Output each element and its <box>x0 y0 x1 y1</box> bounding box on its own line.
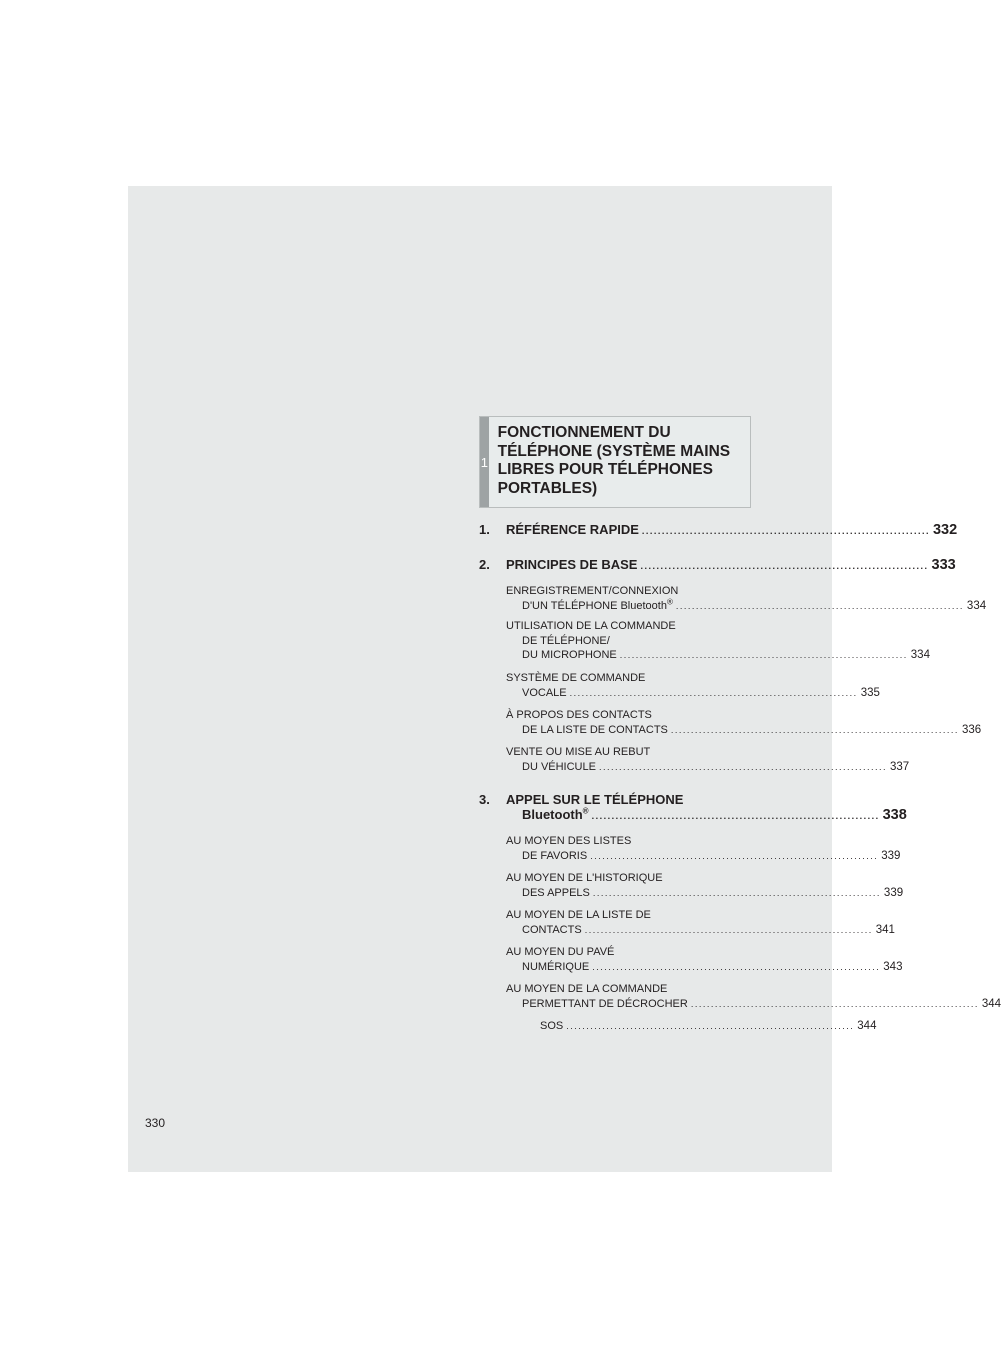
chapter-number: 3. <box>479 792 490 807</box>
chapter-page: 333 <box>931 557 956 573</box>
entry-line: VOCALE <box>522 686 567 699</box>
toc-chapter-1[interactable] <box>479 522 958 538</box>
entry-page: 341 <box>875 923 895 936</box>
leader-dots: ........................................................................ <box>584 924 873 935</box>
entry-line: À PROPOS DES CONTACTS <box>506 709 652 721</box>
entry-line: NUMÉRIQUE <box>522 960 590 973</box>
leader-dots: ........................................................................ <box>640 561 929 571</box>
entry-line: AU MOYEN DU PAVÉ <box>506 946 615 958</box>
registered-mark: ® <box>582 806 589 816</box>
leader-dots: ........................................................................ <box>690 998 979 1009</box>
chapter-label: PRINCIPES DE BASE <box>506 557 638 572</box>
entry-line: AU MOYEN DE L'HISTORIQUE <box>506 872 663 884</box>
entry-line: CONTACTS <box>522 923 582 936</box>
leader-dots: ........................................................................ <box>641 526 930 536</box>
section-tab-number: 1 <box>480 454 488 470</box>
entry-line: AU MOYEN DE LA COMMANDE <box>506 983 668 995</box>
entry-line: DE TÉLÉPHONE/ <box>522 634 610 647</box>
section-tab <box>480 417 489 507</box>
leader-dots: ........................................................................ <box>591 811 880 821</box>
entry-line: UTILISATION DE LA COMMANDE <box>506 620 676 632</box>
entry-line: AU MOYEN DE LA LISTE DE <box>506 909 651 921</box>
entry-page: 334 <box>966 599 987 612</box>
toc-entry-contact-list[interactable] <box>479 908 895 937</box>
chapter-label: APPEL SUR LE TÉLÉPHONE <box>506 792 684 807</box>
leader-dots: ........................................................................ <box>592 961 881 972</box>
toc-entry-off-hook-switch[interactable] <box>479 982 1001 1011</box>
entry-line: DE LA LISTE DE CONTACTS <box>522 723 668 736</box>
entry-line: D'UN TÉLÉPHONE Bluetooth® <box>522 596 673 612</box>
entry-line: DES APPELS <box>522 886 590 899</box>
chapter-page: 338 <box>882 807 907 823</box>
toc-entry-voice-command[interactable] <box>479 671 880 700</box>
leader-dots: ........................................................................ <box>590 850 879 861</box>
toc-entry-registration[interactable] <box>479 584 987 613</box>
entry-page: 344 <box>857 1020 877 1032</box>
entry-line: DU MICROPHONE <box>522 649 617 661</box>
entry-page: 339 <box>883 886 904 899</box>
toc-chapter-2[interactable] <box>479 557 956 573</box>
chapter-label-line2: Bluetooth® <box>522 806 589 822</box>
page-number: 330 <box>145 1116 166 1130</box>
entry-page: 344 <box>981 997 1001 1010</box>
toc-entry-phone-switch[interactable] <box>479 619 930 663</box>
entry-line: DU VÉHICULE <box>522 760 596 773</box>
entry-line: DE FAVORIS <box>522 849 588 862</box>
leader-dots: ........................................................................ <box>598 761 888 772</box>
chapter-page: 332 <box>932 522 958 538</box>
leader-dots: ........................................................................ <box>569 687 858 698</box>
entry-line: SOS <box>540 1020 564 1032</box>
leader-dots: ........................................................................ <box>619 650 908 660</box>
chapter-number: 2. <box>479 557 490 572</box>
section-title: FONCTIONNEMENT DU TÉLÉPHONE (SYSTÈME MAINS LIBRES POUR TÉLÉPHONES PORTABLES) <box>497 424 731 497</box>
entry-page: 335 <box>860 686 880 699</box>
leader-dots: ........................................................................ <box>675 600 964 611</box>
entry-line: PERMETTANT DE DÉCROCHER <box>522 997 688 1010</box>
chapter-label: RÉFÉRENCE RAPIDE <box>506 522 639 537</box>
leader-dots: ........................................................................ <box>566 1021 855 1031</box>
toc-entry-keypad[interactable] <box>479 945 903 974</box>
entry-page: 334 <box>910 649 930 661</box>
toc-entry-vehicle-sale[interactable] <box>479 745 910 774</box>
entry-page: 336 <box>961 723 982 736</box>
entry-page: 337 <box>890 760 910 773</box>
entry-line: ENREGISTREMENT/CONNEXION <box>506 585 679 597</box>
registered-mark: ® <box>666 596 673 606</box>
entry-line: VENTE OU MISE AU REBUT <box>506 746 651 758</box>
section-header <box>479 416 751 508</box>
entry-line: AU MOYEN DES LISTES <box>506 835 632 847</box>
toc-entry-sos[interactable] <box>479 1019 877 1034</box>
chapter-number: 1. <box>479 522 490 537</box>
entry-line: SYSTÈME DE COMMANDE <box>506 672 646 684</box>
leader-dots: ........................................................................ <box>592 887 881 898</box>
entry-page: 339 <box>881 849 901 862</box>
toc-entry-favorites[interactable] <box>479 834 901 863</box>
toc-entry-contacts[interactable] <box>479 708 982 737</box>
leader-dots: ........................................................................ <box>670 724 959 735</box>
toc-entry-call-history[interactable] <box>479 871 904 900</box>
entry-page: 343 <box>883 960 903 973</box>
toc-chapter-3[interactable] <box>479 792 907 823</box>
